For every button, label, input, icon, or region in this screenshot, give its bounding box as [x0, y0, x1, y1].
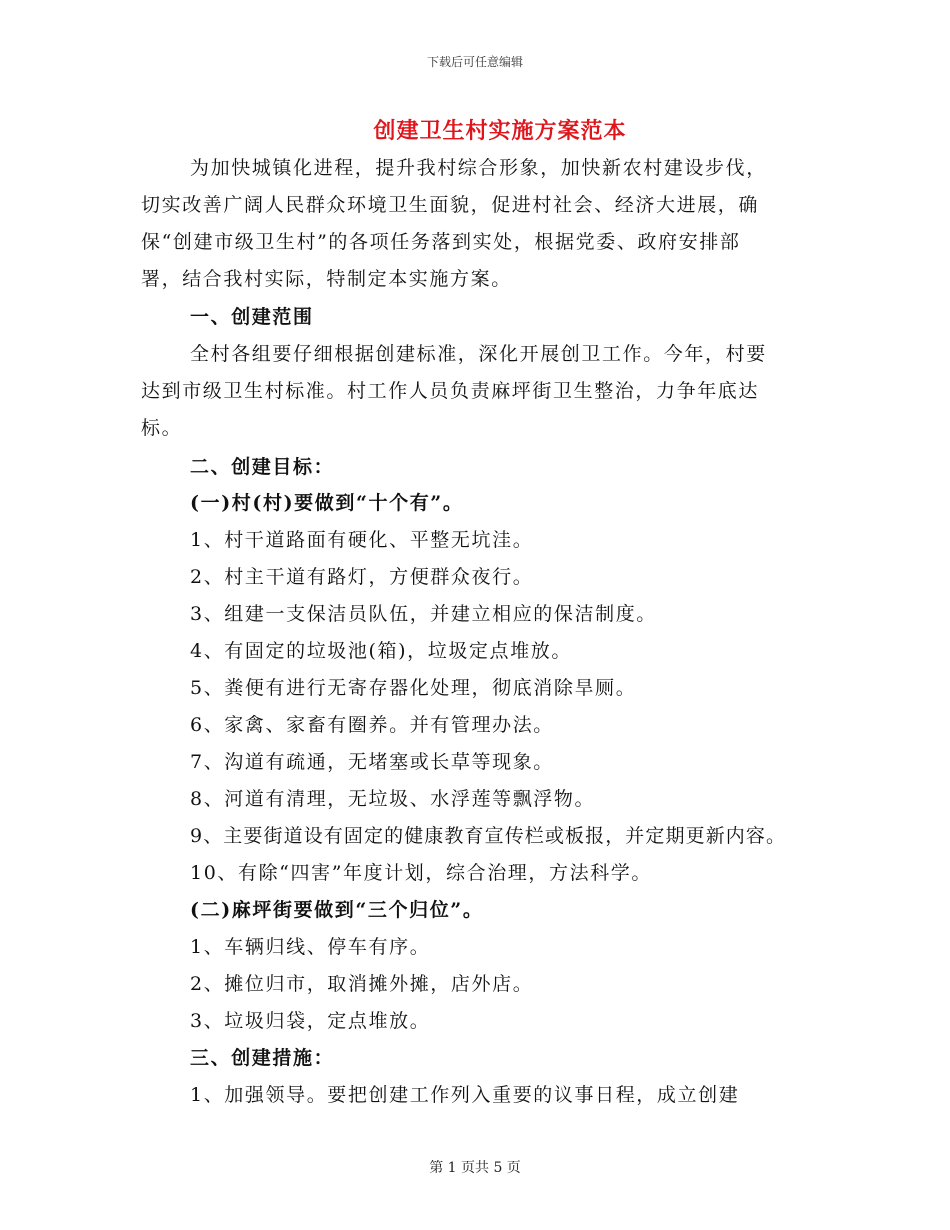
intro-line: 为加快城镇化进程，提升我村综合形象，加快新农村建设步伐， — [190, 157, 767, 179]
list-item: 5、粪便有进行无寄存器化处理，彻底消除旱厕。 — [190, 677, 637, 699]
list-item: 2、村主干道有路灯，方便群众夜行。 — [190, 566, 534, 588]
list-item: 3、组建一支保洁员队伍，并建立相应的保洁制度。 — [190, 603, 657, 625]
list-item: 7、沟道有疏通，无堵塞或长草等现象。 — [190, 751, 554, 773]
section1-line: 标。 — [141, 417, 183, 439]
intro-line: 切实改善广阔人民群众环境卫生面貌，促进村社会、经济大进展，确 — [141, 194, 760, 216]
list-item: 4、有固定的垃圾池(箱)，垃圾定点堆放。 — [190, 640, 572, 662]
section-heading: 二、创建目标： — [190, 456, 335, 478]
list-item: 3、垃圾归袋，定点堆放。 — [190, 1010, 431, 1032]
list-item: 6、家禽、家畜有圈养。并有管理办法。 — [190, 714, 554, 736]
page-footer: 第 1 页共 5 页 — [429, 1160, 521, 1176]
intro-line: 署，结合我村实际，特制定本实施方案。 — [141, 268, 512, 290]
list-item: 10、有除“四害”年度计划，综合治理，方法科学。 — [190, 862, 653, 884]
list-item: 1、车辆归线、停车有序。 — [190, 936, 431, 958]
subsection-heading: (二)麻坪街要做到“三个归位”。 — [190, 899, 484, 921]
list-item: 1、加强领导。要把创建工作列入重要的议事日程，成立创建 — [190, 1084, 740, 1106]
section1-line: 全村各组要仔细根据创建标准，深化开展创卫工作。今年，村要 — [190, 343, 767, 365]
list-item: 1、村干道路面有硬化、平整无坑洼。 — [190, 529, 534, 551]
subsection-heading: (一)村(村)要做到“十个有”。 — [190, 492, 464, 514]
list-item: 2、摊位归市，取消摊外摊，店外店。 — [190, 973, 534, 995]
list-item: 8、河道有清理，无垃圾、水浮莲等飘浮物。 — [190, 788, 596, 810]
page-header: 下载后可任意编辑 — [426, 55, 523, 69]
section-heading: 一、创建范围 — [190, 306, 314, 328]
section1-line: 达到市级卫生村标准。村工作人员负责麻坪街卫生整治，力争年底达 — [141, 380, 760, 402]
list-item: 9、主要街道设有固定的健康教育宣传栏或板报，并定期更新内容。 — [190, 825, 787, 847]
document-title: 创建卫生村实施方案范本 — [373, 118, 627, 144]
section-heading: 三、创建措施： — [190, 1047, 335, 1069]
intro-line: 保“创建市级卫生村”的各项任务落到实处，根据党委、政府安排部 — [141, 231, 741, 253]
